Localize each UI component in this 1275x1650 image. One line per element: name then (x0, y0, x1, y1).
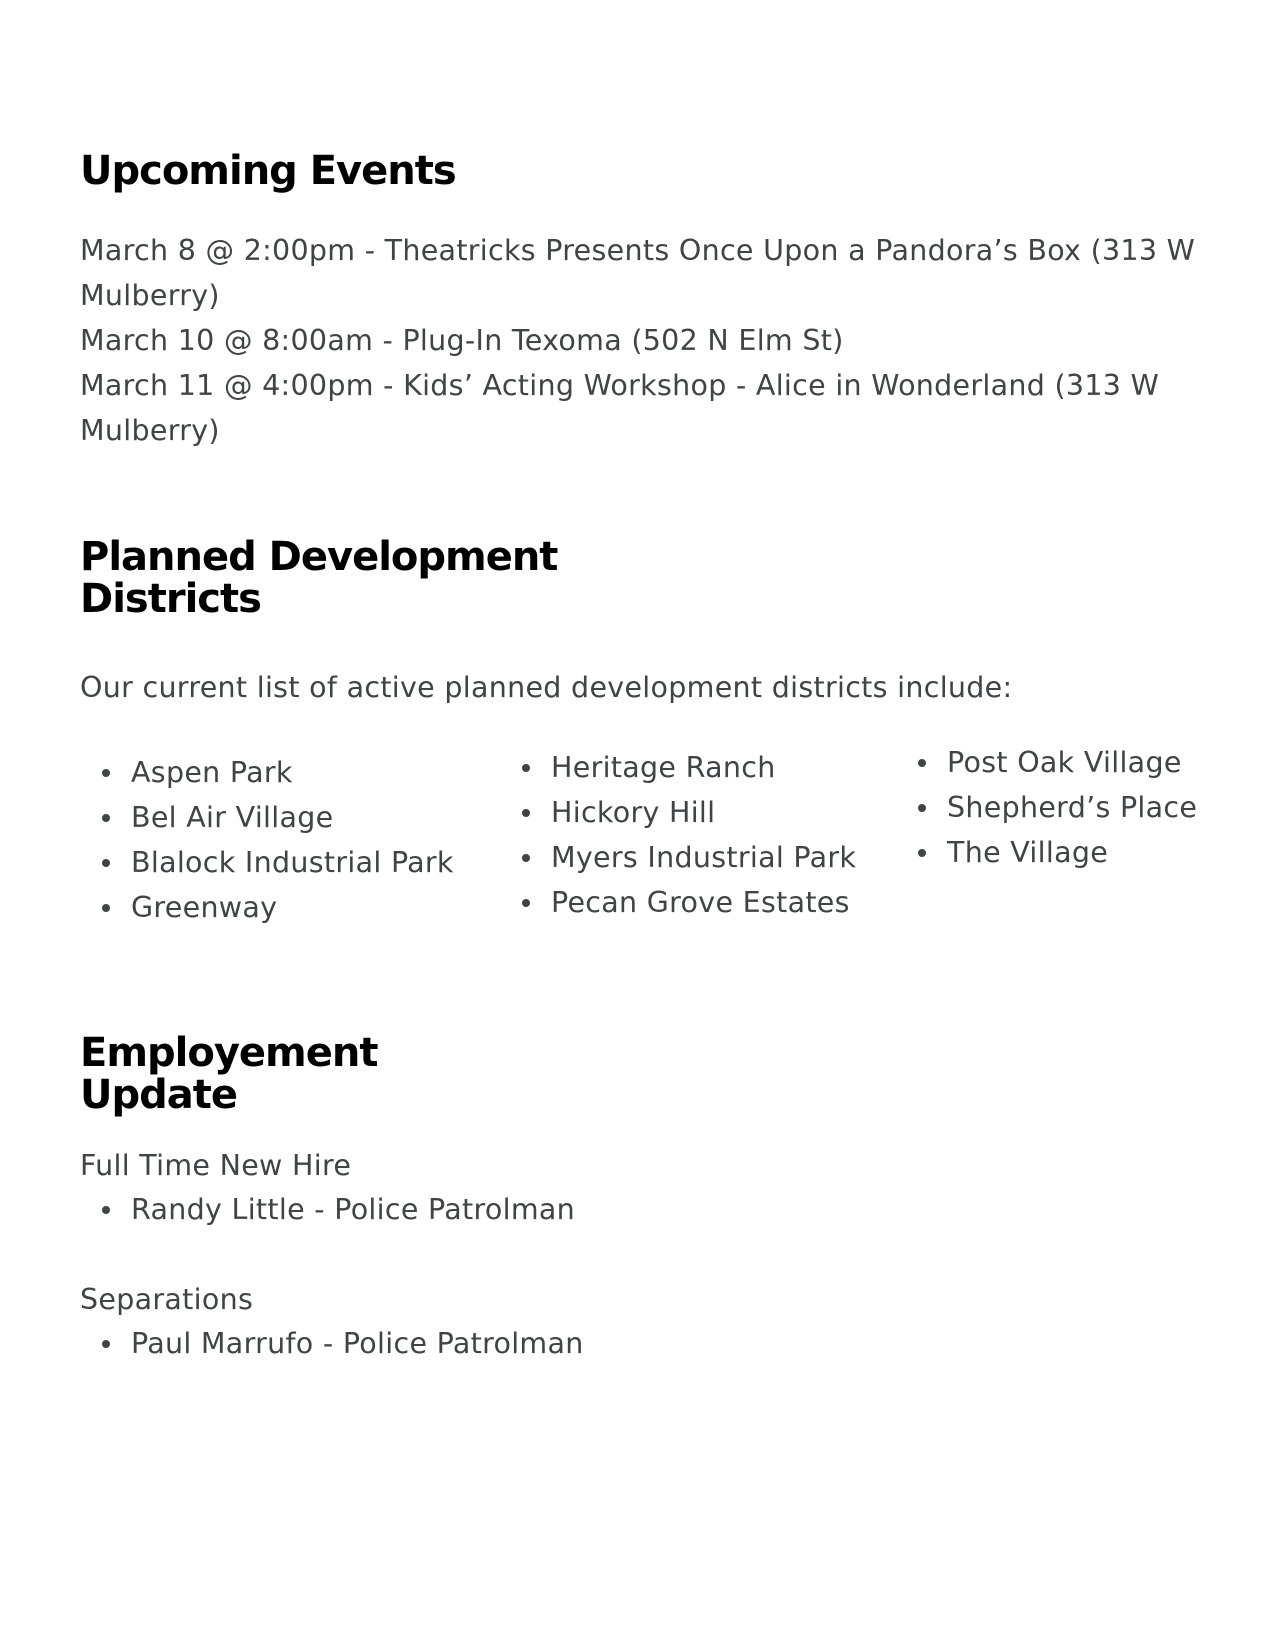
employment-heading (80, 1032, 377, 1116)
bullet-icon (102, 1340, 110, 1348)
district-item (500, 745, 856, 790)
districts-intro: Our current list of active planned development districts include: (80, 671, 1013, 704)
district-name: Myers Industrial Park (551, 841, 857, 874)
districts-title-line2: Districts (80, 576, 261, 622)
events-list (80, 228, 1210, 453)
district-item (80, 750, 454, 795)
district-item (80, 840, 454, 885)
bullet-icon (102, 904, 110, 912)
district-item (500, 835, 856, 880)
new-hire-item (80, 1187, 575, 1232)
district-name: Heritage Ranch (551, 751, 776, 784)
district-item (500, 880, 856, 925)
district-name: The Village (947, 836, 1109, 869)
district-name: Bel Air Village (131, 801, 334, 834)
district-name: Shepherd’s Place (947, 791, 1198, 824)
separations-list (80, 1321, 584, 1366)
district-item (896, 740, 1197, 785)
district-name: Hickory Hill (551, 796, 716, 829)
district-name: Pecan Grove Estates (551, 886, 850, 919)
district-name: Greenway (131, 891, 278, 924)
new-hire-list (80, 1187, 575, 1232)
district-name: Blalock Industrial Park (131, 846, 454, 879)
separation-item (80, 1321, 584, 1366)
bullet-icon (102, 814, 110, 822)
district-item (896, 785, 1197, 830)
bullet-icon (102, 1206, 110, 1214)
event-item: March 11 @ 4:00pm - Kids’ Acting Workshop - Alice in Wonderland (313 W Mulberry) (80, 369, 1160, 447)
upcoming-events-title: Upcoming Events (80, 148, 456, 194)
district-name: Post Oak Village (947, 746, 1182, 779)
bullet-icon (918, 849, 926, 857)
bullet-icon (522, 764, 530, 772)
event-item: March 10 @ 8:00am - Plug-In Texoma (502 N Elm St) (80, 324, 844, 357)
districts-column-2 (500, 745, 856, 925)
bullet-icon (918, 759, 926, 767)
bullet-icon (522, 854, 530, 862)
districts-column-3 (896, 740, 1197, 875)
new-hire-name: Randy Little - Police Patrolman (131, 1193, 576, 1226)
upcoming-events-heading (80, 150, 456, 192)
bullet-icon (522, 899, 530, 907)
new-hire-label: Full Time New Hire (80, 1149, 352, 1182)
bullet-icon (102, 859, 110, 867)
district-item (80, 795, 454, 840)
district-item (80, 885, 454, 930)
district-item (896, 830, 1197, 875)
separations-label: Separations (80, 1283, 254, 1316)
district-item (500, 790, 856, 835)
bullet-icon (918, 804, 926, 812)
districts-title-line1: Planned Development (80, 534, 558, 580)
employment-title-line2: Update (80, 1072, 237, 1118)
event-item: March 8 @ 2:00pm - Theatricks Presents Once Upon a Pandora’s Box (313 W Mulberry) (80, 234, 1196, 312)
districts-column-1 (80, 750, 454, 930)
districts-heading (80, 536, 557, 620)
separation-name: Paul Marrufo - Police Patrolman (131, 1327, 584, 1360)
district-name: Aspen Park (131, 756, 293, 789)
employment-title-line1: Employement (80, 1030, 378, 1076)
bullet-icon (522, 809, 530, 817)
bullet-icon (102, 769, 110, 777)
